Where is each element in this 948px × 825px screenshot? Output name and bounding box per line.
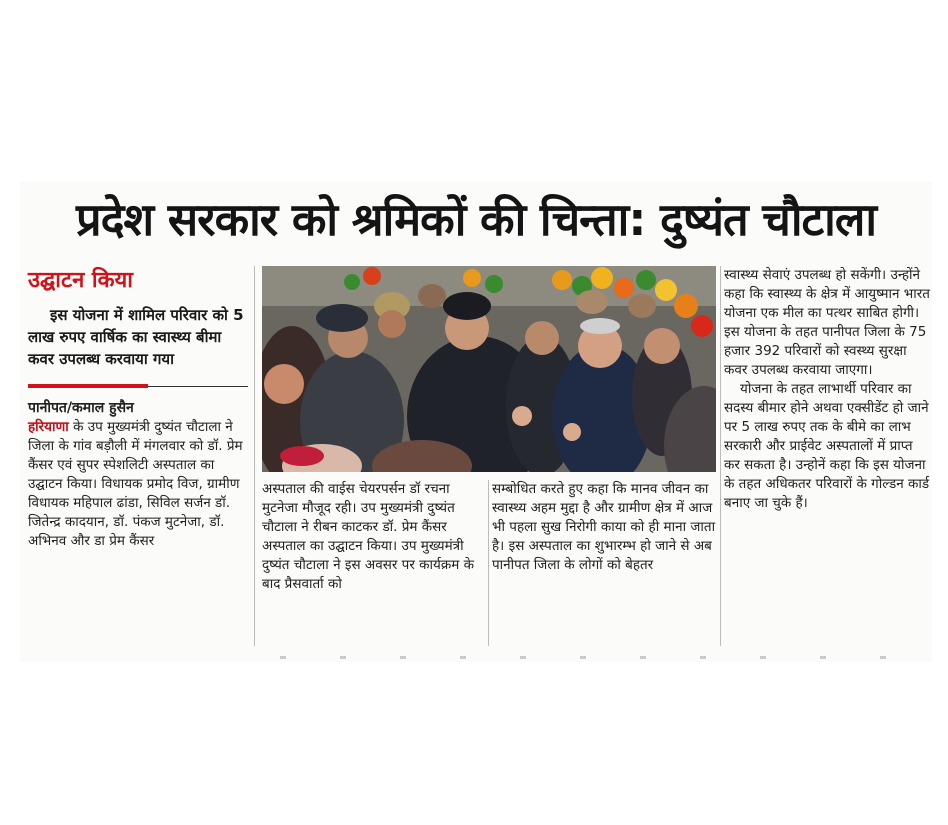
next-article-edge xyxy=(280,656,920,659)
column-1-body xyxy=(28,418,248,551)
byline: पानीपत/कमाल हुसैन xyxy=(28,400,134,416)
column-divider xyxy=(720,266,721,646)
headline: प्रदेश सरकार को श्रमिकों की चिन्ता: दुष्यंत चौटाला xyxy=(75,193,877,246)
column-3 xyxy=(492,480,716,575)
news-photo xyxy=(262,266,716,472)
deck-content: इस योजना में शामिल परिवार को 5 लाख रुपए वार्षिक का स्वास्थ्य बीमा कवर उपलब्ध करवाया गया xyxy=(28,306,244,368)
column-4-paragraph-1: स्वास्थ्य सेवाएं उपलब्ध हो सकेंगी। उन्होंने कहा कि स्वास्थ्य के क्षेत्र में आयुष्मान भारत योजना एक मील का पत्थर साबित होगी। इस योजना के तहत पानीपत जिला के 75 हजार 392 परिवारों को स्वस्थ्य सुरक्षा कवर उपलब्ध करवाया जाएगा। xyxy=(724,267,930,378)
column-1-text: के उप मुख्यमंत्री दुष्यंत चौटाला ने जिला के गांव बड़ौली में मंगलवार को डॉ. प्रेम कैंसर एवं सुपर स्पेशलिटी अस्पताल का उद्घाटन किया। विधायक प्रमोद विज, ग्रामीण विधायक महिपाल ढांडा, सिविल सर्जन डॉ. जितेन्द्र कादयान, डॉ. पंकज मुटनेजा, डॉ. अभिनव और डा प्रेम कैंसर xyxy=(28,419,243,549)
section-rule-red xyxy=(28,384,148,388)
section-rule xyxy=(28,384,248,388)
column-4-paragraph-2-text: योजना के तहत लाभार्थी परिवार का सदस्य बीमार होने अथवा एक्सीडेंट हो जाने पर 5 लाख रुपए तक के बीमे का लाभ सरकारी और प्राईवेट अस्पतालों में प्राप्त कर सकता है। उन्होनें कहा कि इस योजना के तहत अधिकतर परिवारों के गोल्डन कार्ड बनाए जा चुके हैं। xyxy=(724,381,930,511)
column-3-text: सम्बोधित करते हुए कहा कि मानव जीवन का स्वास्थ्य अहम मुद्दा है और ग्रामीण क्षेत्र में आज भी पहला सुख निरोगी काया को ही माना जाता है। इस अस्पताल का शुभारम्भ हो जाने से अब पानीपत जिला के लोगों को बेहतर xyxy=(492,481,716,573)
column-divider xyxy=(254,266,255,646)
column-divider xyxy=(488,480,489,646)
column-4 xyxy=(724,266,930,513)
kicker: उद्घाटन किया xyxy=(28,268,133,293)
column-2 xyxy=(262,480,484,594)
section-rule-black xyxy=(148,386,248,387)
column-1 xyxy=(28,266,248,551)
deck-text xyxy=(28,304,248,370)
dateline: हरियाणा xyxy=(28,419,69,435)
column-4-paragraph-2 xyxy=(724,380,930,513)
column-2-text: अस्पताल की वाईस चेयरपर्सन डॉ रचना मुटनेजा मौजूद रही। उप मुख्यमंत्री दुष्यंत चौटाला ने रीबन काटकर डॉ. प्रेम कैंसर अस्पताल का उद्घाटन किया। उप मुख्यमंत्री दुष्यंत चौटाला ने इस अवसर पर कार्यक्रम के बाद प्रैसवार्ता को xyxy=(262,481,474,592)
newspaper-clipping xyxy=(20,182,932,662)
news-photo-illustration xyxy=(262,266,716,472)
